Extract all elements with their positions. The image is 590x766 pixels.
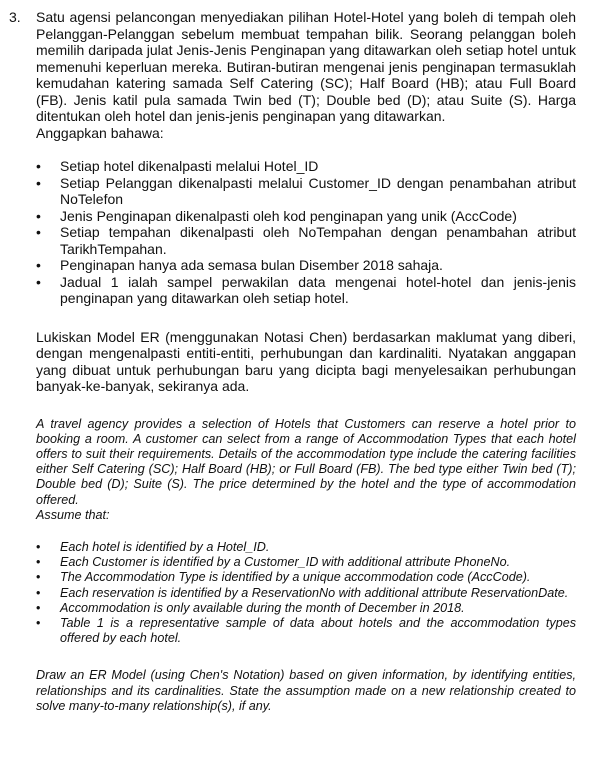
- bullet-icon: •: [36, 273, 41, 290]
- bullet-icon: •: [36, 570, 41, 585]
- english-assume-label: Assume that:: [36, 507, 110, 522]
- bullet-icon: •: [36, 585, 41, 600]
- list-item: • Table 1 is a representative sample of data about hotels and the accommodation types offered by each hotel.: [36, 615, 576, 646]
- list-item: • Jenis Penginapan dikenalpasti oleh kod penginapan yang unik (AccCode): [36, 207, 517, 224]
- bullet-icon: •: [36, 555, 41, 570]
- list-item: • Each reservation is identified by a ReservationNo with additional attribute ReservationDate.: [36, 585, 569, 600]
- english-section: [36, 417, 576, 714]
- question-content: [36, 9, 576, 714]
- list-item: • Penginapan hanya ada semasa bulan Disember 2018 sahaja.: [36, 257, 443, 273]
- english-intro-paragraph: A travel agency provides a selection of Hotels that Customers can reserve a hotel prior to booking a room. A customer can select from a range of Accommodation Types that each hotel offers to suit their requirements. Details of the accommodation type include the catering facilities either Self Catering (SC); Half Board (HB); or Full Board (FB). The bed type either Twin bed (T); Double bed (D); Suite (S). The price determined by the hotel and the type of accommodation offered.: [36, 416, 576, 507]
- bullet-icon: •: [36, 615, 41, 630]
- malay-section: [36, 9, 576, 395]
- list-item: • Setiap hotel dikenalpasti melalui Hotel_ID: [36, 158, 319, 174]
- malay-intro-paragraph: Satu agensi pelancongan menyediakan pilihan Hotel-Hotel yang boleh di tempah oleh Pelanggan-Pelanggan sebelum membuat tempahan bilik. Seorang pelanggan boleh memilih daripada julat Jenis-Jenis Penginapan yang ditawarkan oleh setiap hotel untuk memenuhi keperluan mereka. Butiran-butiran mengenai jenis penginapan termasuklah kemudahan katering samada Self Catering (SC); Half Board (HB); atau Full Board (FB). Jenis katil pula samada Twin bed (T); Double bed (D); atau Suite (S). Harga ditentukan oleh hotel dan jenis-jenis penginapan yang ditawarkan.: [36, 9, 576, 124]
- english-task-paragraph: Draw an ER Model (using Chen's Notation) based on given information, by identifying entities, relationships and its cardinalities. State the assumption made on a new relationship created to solve many-to-many relationship(s), if any.: [36, 668, 576, 713]
- list-item: • Setiap Pelanggan dikenalpasti melalui Customer_ID dengan penambahan atribut NoTelefon: [36, 174, 576, 207]
- bullet-icon: •: [36, 174, 41, 191]
- english-assumption-list: [36, 540, 576, 646]
- bullet-icon: •: [36, 257, 41, 273]
- question-number: 3.: [9, 9, 21, 25]
- list-item: • The Accommodation Type is identified by a unique accommodation code (AccCode).: [36, 570, 531, 585]
- bullet-icon: •: [36, 158, 41, 174]
- list-item: • Setiap tempahan dikenalpasti oleh NoTempahan dengan penambahan atribut TarikhTempahan.: [36, 224, 576, 257]
- malay-task-paragraph: Lukiskan Model ER (menggunakan Notasi Chen) berdasarkan maklumat yang diberi, dengan mengenalpasti entiti-entiti, perhubungan dan kardinaliti. Nyatakan anggapan yang dibuat untuk perhubungan baru yang dicipta bagi menyelesaikan perhubungan banyak-ke-banyak, sekiranya ada.: [36, 328, 576, 394]
- bullet-icon: •: [36, 224, 41, 240]
- bullet-icon: •: [36, 539, 41, 554]
- malay-assume-label: Anggapkan bahawa:: [36, 124, 164, 141]
- list-item: • Jadual 1 ialah sampel perwakilan data mengenai hotel-hotel dan jenis-jenis penginapan yang ditawarkan oleh setiap hotel.: [36, 273, 576, 306]
- list-item: • Each Customer is identified by a Customer_ID with additional attribute PhoneNo.: [36, 555, 511, 570]
- list-item: • Each hotel is identified by a Hotel_ID.: [36, 539, 270, 554]
- bullet-icon: •: [36, 600, 41, 615]
- bullet-icon: •: [36, 207, 41, 224]
- malay-assumption-list: [36, 158, 576, 307]
- list-item: • Accommodation is only available during the month of December in 2018.: [36, 600, 465, 615]
